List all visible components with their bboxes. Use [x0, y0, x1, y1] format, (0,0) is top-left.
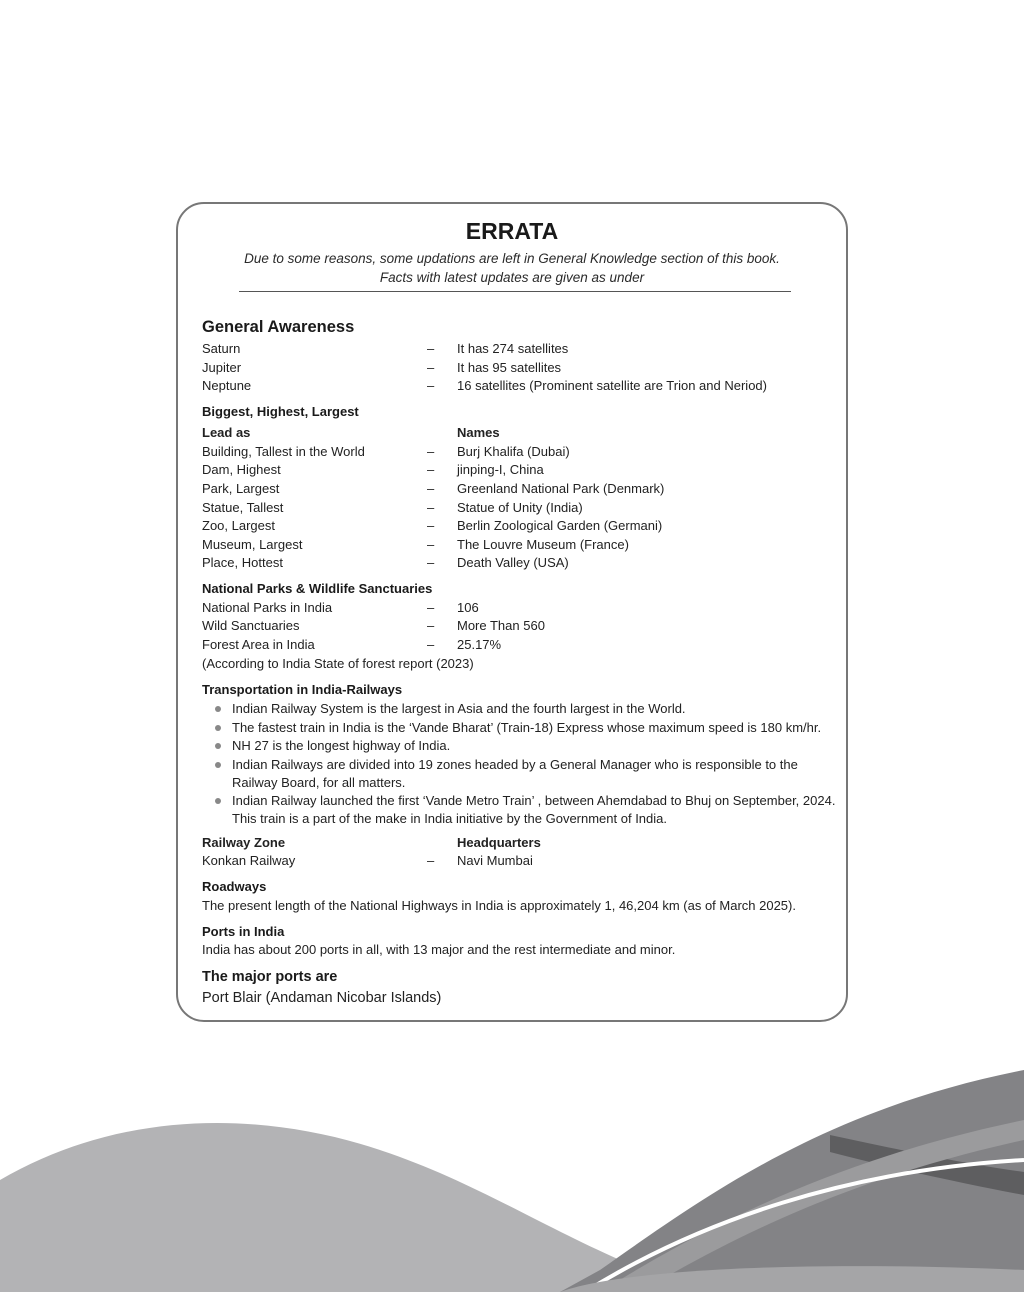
- biggest-column-headers: Lead as Names: [202, 425, 500, 440]
- major-ports-heading: The major ports are: [202, 969, 338, 985]
- table-row: Museum, Largest – The Louvre Museum (France): [202, 537, 629, 552]
- table-row: Park, Largest – Greenland National Park (Denmark): [202, 481, 665, 496]
- table-row: Konkan Railway – Navi Mumbai: [202, 853, 533, 868]
- table-row: Dam, Highest – jinping-I, China: [202, 462, 544, 477]
- table-row: Zoo, Largest – Berlin Zoological Garden (Germani): [202, 518, 663, 533]
- errata-subtitle-line2: Facts with latest updates are given as under: [379, 270, 645, 285]
- bullet-icon: [215, 743, 221, 749]
- bullet-icon: [215, 798, 221, 804]
- table-row: Place, Hottest – Death Valley (USA): [202, 555, 569, 570]
- errata-subtitle-line1: Due to some reasons, some updations are left in General Knowledge section of this book.: [244, 251, 780, 266]
- major-ports-text: Port Blair (Andaman Nicobar Islands): [202, 990, 442, 1006]
- table-row: Jupiter – It has 95 satellites: [202, 360, 562, 375]
- bullet-icon: [215, 762, 221, 768]
- general-awareness-heading: General Awareness: [202, 318, 355, 336]
- table-row: Wild Sanctuaries – More Than 560: [202, 618, 545, 633]
- railways-heading: Transportation in India-Railways: [202, 682, 403, 697]
- bullet-icon: [215, 725, 221, 731]
- ports-text: India has about 200 ports in all, with 13 major and the rest intermediate and minor.: [202, 942, 676, 957]
- bullet-icon: [215, 706, 221, 712]
- table-row: Building, Tallest in the World – Burj Khalifa (Dubai): [202, 444, 570, 459]
- zones-column-headers: Railway Zone Headquarters: [202, 835, 541, 850]
- roadways-heading: Roadways: [202, 879, 267, 894]
- parks-note: (According to India State of forest report (2023): [202, 656, 474, 671]
- table-row: Saturn – It has 274 satellites: [202, 341, 569, 356]
- errata-card: ERRATA Due to some reasons, some updations are left in General Knowledge section of this book. Facts with latest updates are given as under General Awareness Saturn – It has 274 satellites Jupiter – It has 95 satellites Neptune – 16 satellites (Prominent satellite are Trion and Neriod) Biggest, Highest, Largest Lead as Names Building, Tallest in the World – Burj Khalifa (Dubai) Dam, Highest – jinping-I, China Park, Largest – Greenland National Park (Denmark) Statue, Tallest – Statue of Unity (India) Zoo, Largest – Berlin Zoological Garden (Germani) Museum, Largest – The Louvre Museum (France) Place, Hottest – Death Valley (USA) National Parks & Wildlife Sanctuaries National Parks in India – 106 Wild Sanctuaries – More Than 560 Forest Area in India – 25.17% (According to India State of forest report (2023) Transportation in India-Railways Indian Railway System is the largest in Asia and the fourth largest in the World. The fastest train in India is the ‘Vande Bharat’ (Train-18) Express whose maximum speed is 180 km/hr. NH 27 is the longest highway of India. Indian Railways are divided into 19 zones headed by a General Manager who is responsible to the Railway Board, for all matters. Indian Railway launched the first ‘Vande Metro Train’ , between Ahemdabad to Bhuj on September, 2024. This train is a part of the make in India initiative by the Government of India. Railway Zone Headquarters Konkan Railway – Navi Mumbai Roadways The present length of the National Highways in India is approximately 1, 46,204 km (as of March 2025). Ports in India India has about 200 ports in all, with 13 major and the rest intermediate and minor. The major ports are Port Blair (Andaman Nicobar Islands): [176, 202, 848, 1022]
- table-row: National Parks in India – 106: [202, 600, 479, 615]
- table-row: Forest Area in India – 25.17%: [202, 637, 502, 652]
- table-row: Statue, Tallest – Statue of Unity (India): [202, 500, 583, 515]
- ports-heading: Ports in India: [202, 924, 285, 939]
- roadways-text: The present length of the National Highways in India is approximately 1, 46,204 km (as of March 2025).: [202, 898, 796, 913]
- parks-heading: National Parks & Wildlife Sanctuaries: [202, 581, 433, 596]
- biggest-heading: Biggest, Highest, Largest: [202, 404, 359, 419]
- title-divider: [239, 291, 791, 292]
- table-row: Neptune – 16 satellites (Prominent satellite are Trion and Neriod): [202, 378, 767, 393]
- errata-title: ERRATA: [465, 218, 559, 244]
